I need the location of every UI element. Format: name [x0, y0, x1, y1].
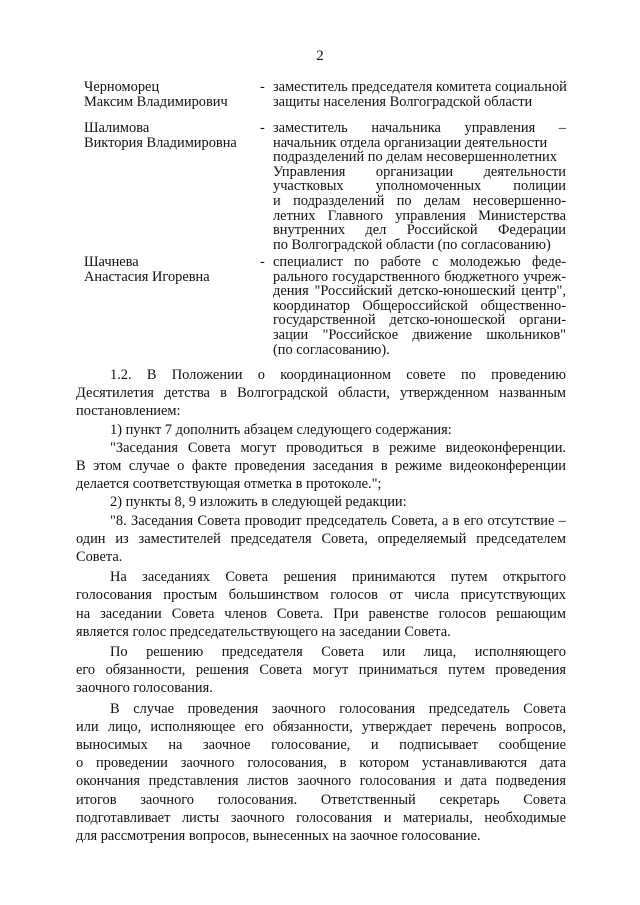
dash: - — [260, 254, 265, 270]
paragraph-quote-videoconf: "Заседания Совета могут проводиться в режиме видеоконференции. В этом случае о факте проведения заседания в режиме видеоконференции делается соответствующая отметка в протоколе."; — [76, 439, 566, 493]
document-body — [76, 366, 566, 845]
dash: - — [260, 79, 265, 95]
paragraph-item-2: 2) пункты 8, 9 изложить в следующей редакции: — [110, 494, 407, 511]
paragraph-absentee-procedure: В случае проведения заочного голосования председатель Совета или лицо, исполняющее его обязанности, утверждает перечень вопросов, выносимых на заочное голосование, и подписывает сообщение о проведении заочного голосования, в котором устанавливаются дата окончания представления листов заочного голосования и дата подведения итогов заочного голосования. Ответственный секретарь Совета подготавливает листы заочного голосования и материалы, необходимые для рассмотрения вопросов, вынесенных на заочное голосование. — [76, 700, 566, 845]
person-name: Шалимова Виктория Владимировна — [84, 120, 237, 151]
dash: - — [260, 120, 265, 136]
paragraph-1-2: 1.2. В Положении о координационном совете по проведению Десятилетия детства в Волгоградской области, утвержденном названным постановлением: — [76, 367, 566, 420]
paragraph-point-8: "8. Заседания Совета проводит председатель Совета, а в его отсутствие – один из заместителей председателя Совета, определяемый председателем Совета. — [76, 512, 566, 566]
person-position: заместитель председателя комитета социальной защиты населения Волгоградской области — [273, 79, 567, 110]
page-number: 2 — [316, 48, 324, 64]
person-position: специалист по работе с молодежью феде- рального государственного бюджетного учреж- дения "Российский детско-юношеский центр", координатор Общероссийской общественно- государственной детско-юношеской органи- зации "Российское движение школьников" (по согласованию). — [273, 254, 566, 358]
paragraph-voting: На заседаниях Совета решения принимаются путем открытого голосования простым большинством голосов от числа присутствующих на заседании Совета членов Совета. При равенстве голосов решающим является голос председательствующего на заседании Совета. — [76, 569, 566, 640]
paragraph-item-1: 1) пункт 7 дополнить абзацем следующего содержания: — [110, 421, 452, 438]
person-name: Черноморец Максим Владимирович — [84, 79, 228, 110]
paragraph-absentee-decision: По решению председателя Совета или лица, исполняющего его обязанности, решения Совета могут приниматься путем проведения заочного голосования. — [76, 644, 566, 697]
person-position: заместитель начальника управления – начальник отдела организации деятельности подразделений по делам несовершеннолетних Управления организации деятельности участковых уполномоченных полиции и подразделений по делам несовершенно- летних Главного управления Министерства внутренних дел Российской Федерации по Волгоградской области (по согласованию) — [273, 120, 566, 253]
person-name: Шачнева Анастасия Игоревна — [84, 254, 210, 285]
